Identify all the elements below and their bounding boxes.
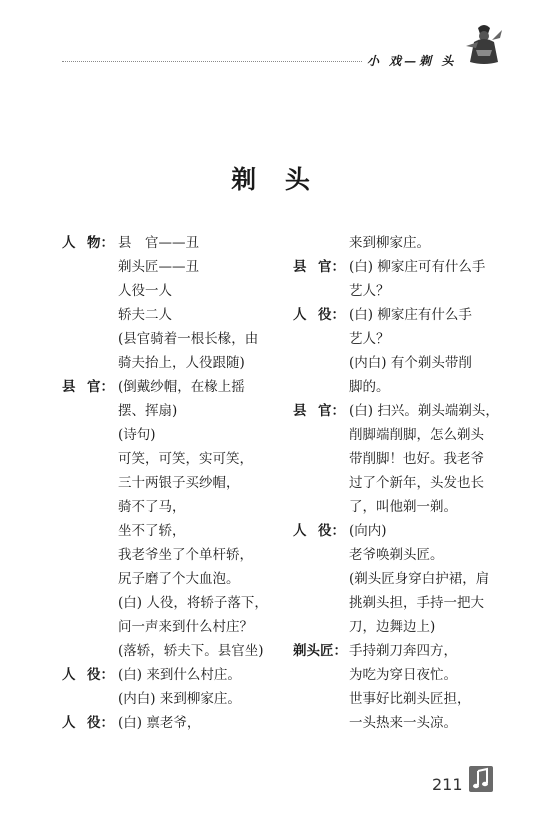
script-text: (内白) 来到柳家庄。 [118, 691, 241, 707]
script-text: 来到柳家庄。 [349, 235, 430, 251]
script-line [293, 423, 498, 447]
speaker-label [62, 375, 114, 399]
script-line [293, 279, 498, 303]
speaker-label-part: 役： [318, 523, 345, 539]
script-line [293, 615, 498, 639]
speaker-label [62, 231, 114, 255]
speaker-label-part: 官： [318, 259, 345, 275]
right-column [293, 231, 498, 735]
script-line [293, 591, 498, 615]
script-text: (白) 扫兴。剃头端剃头， [349, 403, 499, 419]
script-line [62, 543, 277, 567]
script-text: 县 官——丑 [118, 235, 199, 251]
script-line [293, 447, 498, 471]
page-title: 剃 头 [231, 165, 320, 194]
script-text: (白) 柳家庄有什么手 [349, 307, 472, 323]
script-text: 带削脚！也好。我老爷 [349, 451, 484, 467]
script-text: 挑剃头担，手持一把大 [349, 595, 484, 611]
speaker-label [293, 399, 345, 423]
script-line [293, 399, 498, 423]
script-line [62, 375, 277, 399]
speaker-label [293, 303, 345, 327]
script-line [62, 591, 277, 615]
speaker-label-part: 县 [293, 403, 307, 419]
speaker-label [293, 255, 345, 279]
script-text: 为吃为穿日夜忙。 [349, 667, 457, 683]
speaker-label [62, 663, 114, 687]
script-text: 过了个新年，头发也长 [349, 475, 484, 491]
script-line [293, 639, 498, 663]
script-line [293, 303, 498, 327]
speaker-label-part: 人 [62, 715, 76, 731]
script-text: (诗句) [118, 427, 156, 443]
script-line [293, 687, 498, 711]
script-line [293, 663, 498, 687]
script-text: (内白) 有个剃头带削 [349, 355, 472, 371]
script-text: 一头热来一头凉。 [349, 715, 457, 731]
script-line [62, 519, 277, 543]
script-text: 骑不了马， [118, 499, 186, 515]
script-line [293, 711, 498, 735]
script-line [62, 495, 277, 519]
speaker-label-part: 役： [318, 307, 345, 323]
speaker-label-part: 物： [87, 235, 114, 251]
script-text: (县官骑着一根长椽，由 [118, 331, 259, 347]
script-line [293, 495, 498, 519]
script-text: 尻子磨了个大血泡。 [118, 571, 240, 587]
speaker-label-part: 人 [293, 523, 307, 539]
script-text: (白) 来到什么村庄。 [118, 667, 241, 683]
script-text: 艺人？ [349, 283, 390, 299]
script-line [62, 327, 277, 351]
speaker-label-part: 官： [87, 379, 114, 395]
script-line [62, 423, 277, 447]
script-line [293, 327, 498, 351]
speaker-label [293, 639, 345, 663]
script-text: 问一声来到什么村庄？ [118, 619, 253, 635]
script-text: 轿夫二人 [118, 307, 172, 323]
script-line [62, 447, 277, 471]
script-line [62, 711, 277, 735]
script-text: 摆、挥扇) [118, 403, 178, 419]
speaker-label [293, 519, 345, 543]
script-text: 三十两银子买纱帽， [118, 475, 240, 491]
script-line [62, 687, 277, 711]
script-line [293, 351, 498, 375]
script-text: (向内) [349, 523, 387, 539]
script-line [62, 615, 277, 639]
header-section-title: 小 戏—剃 头 [367, 54, 457, 68]
script-line [293, 519, 498, 543]
speaker-label-part: 人 [62, 667, 76, 683]
speaker-label [62, 711, 114, 735]
script-line [62, 351, 277, 375]
script-line [62, 399, 277, 423]
script-line [62, 255, 277, 279]
script-text: 世事好比剃头匠担， [349, 691, 471, 707]
script-line [62, 567, 277, 591]
script-text: 艺人？ [349, 331, 390, 347]
script-text: 手持剃刀奔四方， [349, 643, 457, 659]
speaker-label-part: 县 [293, 259, 307, 275]
speaker-label-part: 役： [87, 667, 114, 683]
script-text: 刀，边舞边上) [349, 619, 436, 635]
script-text: 剃头匠——丑 [118, 259, 199, 275]
script-text: 我老爷坐了个单杆轿， [118, 547, 253, 563]
speaker-label-part: 人 [62, 235, 76, 251]
speaker-label-part: 人 [293, 307, 307, 323]
speaker-label-part: 官： [318, 403, 345, 419]
script-line [293, 255, 498, 279]
script-text: (剃头匠身穿白护裙，肩 [349, 571, 490, 587]
opera-figure-icon [464, 22, 504, 66]
script-line [293, 375, 498, 399]
script-line [62, 279, 277, 303]
speaker-label-part: 剃头匠： [293, 643, 347, 659]
script-line [62, 639, 277, 663]
speaker-label-part: 县 [62, 379, 76, 395]
script-text: 老爷唤剃头匠。 [349, 547, 444, 563]
script-line [293, 471, 498, 495]
speaker-label-part: 役： [87, 715, 114, 731]
script-text: 坐不了轿， [118, 523, 186, 539]
script-text: (落轿，轿夫下。县官坐) [118, 643, 264, 659]
script-line [62, 231, 277, 255]
music-note-icon [469, 766, 493, 792]
script-text: 可笑，可笑，实可笑， [118, 451, 253, 467]
script-text: 了，叫他剃一剃。 [349, 499, 457, 515]
script-line [293, 231, 498, 255]
script-text: 人役一人 [118, 283, 172, 299]
script-line [293, 543, 498, 567]
script-line [62, 471, 277, 495]
script-line [293, 567, 498, 591]
page-number: 211 [432, 775, 463, 794]
script-line [62, 303, 277, 327]
script-text: (白) 人役，将轿子落下， [118, 595, 268, 611]
script-text: (倒戴纱帽，在椽上摇 [118, 379, 245, 395]
script-text: 脚的。 [349, 379, 390, 395]
script-text: (白) 柳家庄可有什么手 [349, 259, 486, 275]
left-column [62, 231, 277, 735]
script-text: 骑夫抬上，人役跟随) [118, 355, 245, 371]
script-text: (白) 禀老爷， [118, 715, 201, 731]
script-line [62, 663, 277, 687]
header-rule [62, 61, 362, 62]
script-text: 削脚端削脚，怎么剃头 [349, 427, 484, 443]
